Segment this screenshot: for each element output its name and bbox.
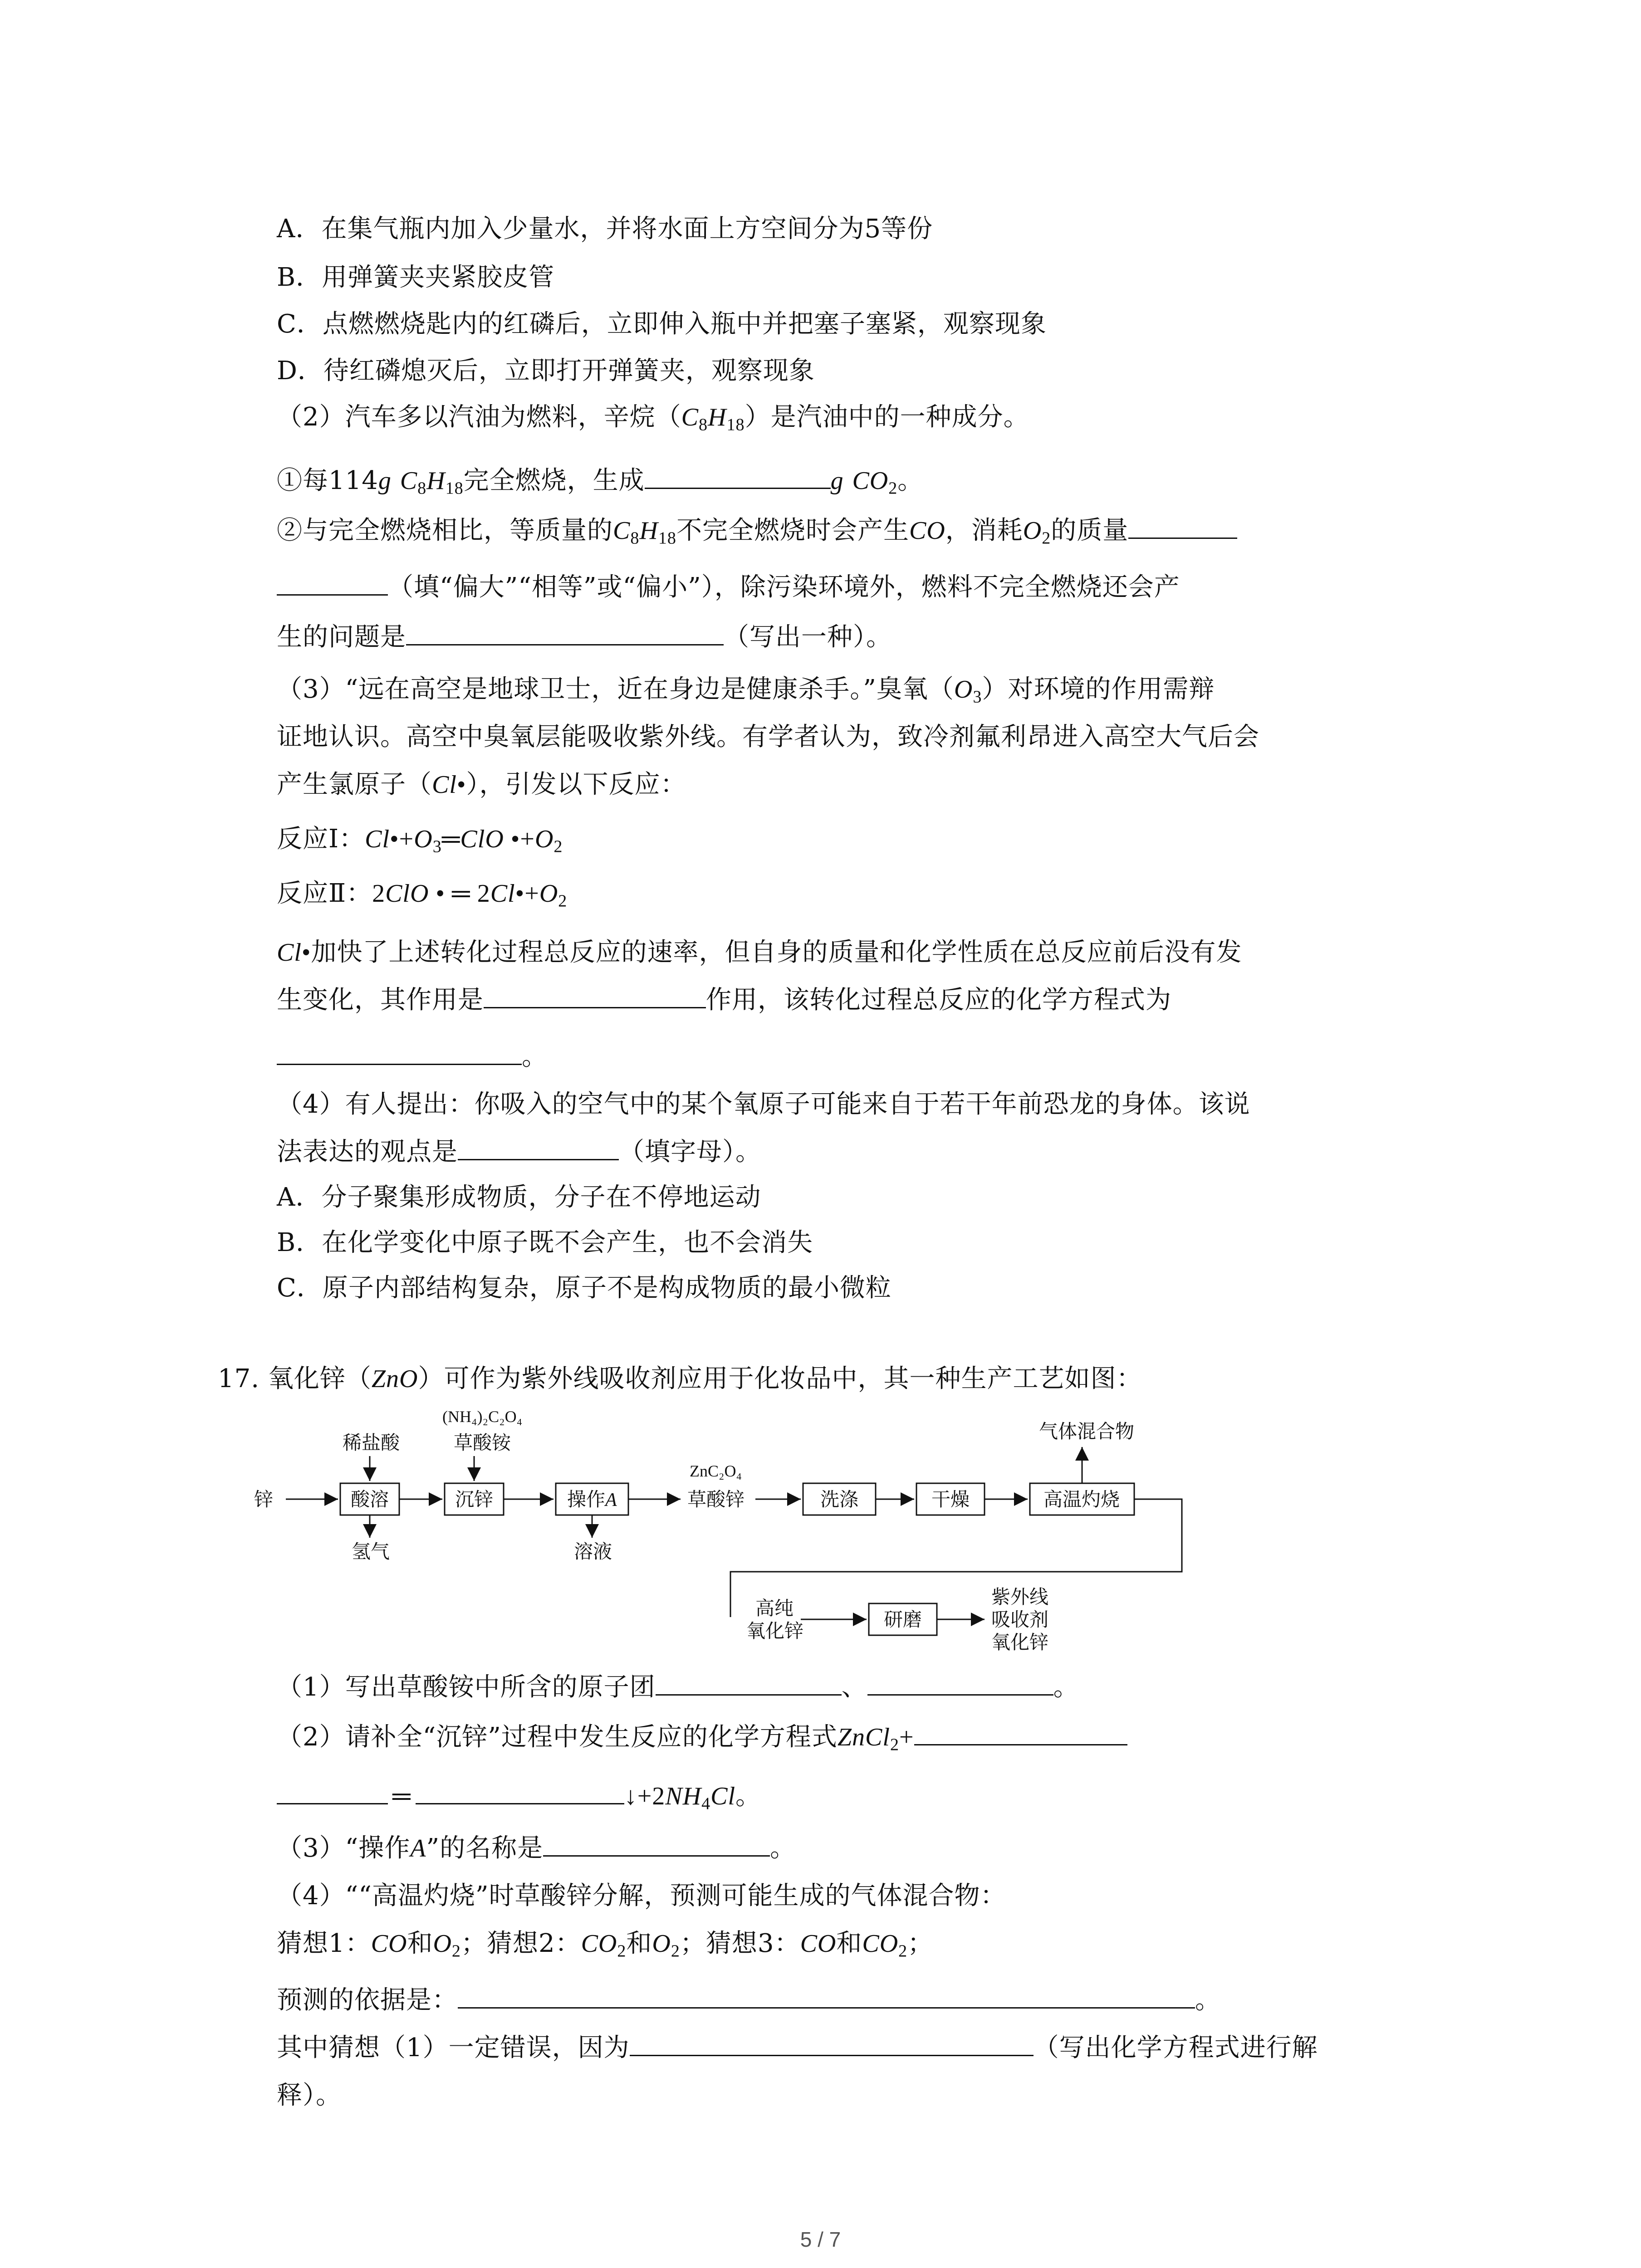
reaction-2: 反应Ⅱ：2ClO • ═ $2Cl•+O_2$: [277, 879, 568, 911]
q16-part2-sentence3: （填“偏大”“相等”或“偏小”），除污染环境外，燃料不完全燃烧还会产: [277, 569, 1180, 606]
answer-blank-operation-name[interactable]: [543, 1831, 770, 1857]
flow-hydrogen: 氢气: [352, 1540, 390, 1563]
answer-blank-radical-2[interactable]: [867, 1670, 1053, 1696]
q17-part4-line1: （4）““高温灼烧”时草酸锌分解，预测可能生成的气体混合物：: [277, 1881, 1006, 1911]
flow-wash: 洗涤: [820, 1488, 859, 1510]
q17-part4-wrong: 其中猜想（1）一定错误，因为 （写出化学方程式进行解: [277, 2030, 1318, 2066]
q16-part4-option-c: C．原子内部结构复杂，原子不是构成物质的最小微粒: [277, 1273, 892, 1303]
q16-part3-line6: Cl•加快了上述转化过程总反应的速率，但自身的质量和化学性质在总反应前后没有发: [277, 938, 1242, 967]
q16-part4-line2: 法表达的观点是 （填字母）。: [277, 1134, 761, 1170]
flow-calcine: 高温灼烧: [1043, 1488, 1120, 1510]
q17-part2: （2）请补全“沉锌”过程中发生反应的化学方程式ZnCl$_2$+: [277, 1719, 1127, 1755]
q16-part3-line2: 证地认识。高空中臭氧层能吸收紫外线。有学者认为，致冷剂氟利昂进入高空大气后会: [277, 722, 1259, 752]
flow-hydrochloric-acid: 稀盐酸: [343, 1432, 400, 1454]
answer-blank-catalysis[interactable]: [484, 982, 706, 1008]
q17-part2-equation: ═ $↓+2NH_4Cl$。: [277, 1778, 761, 1814]
answer-blank-wrong-reason[interactable]: [630, 2030, 1034, 2056]
answer-blank-radical-1[interactable]: [656, 1670, 842, 1696]
flow-ammonium-oxalate-formula: (NH₄)₂C₂O₄: [442, 1408, 523, 1426]
q16-part3-line8: 。: [277, 1039, 548, 1075]
answer-blank-problem[interactable]: [406, 620, 724, 645]
q17-part1: （1）写出草酸铵中所含的原子团 、 。: [277, 1669, 1079, 1706]
q16-part4-option-a: A．分子聚集形成物质，分子在不停地运动: [277, 1183, 761, 1212]
q17-part4-guesses: 猜想1：CO和$O_2$；猜想2：$CO_2$和$O_2$；猜想3：CO和$CO_2$；: [277, 1929, 934, 1961]
flow-zinc: 锌: [254, 1488, 274, 1510]
answer-blank-equation-left[interactable]: [277, 1779, 388, 1804]
q16-option-b: B．用弹簧夹夹紧胶皮管: [277, 263, 555, 292]
q16-part2-sentence2: ②与完全燃烧相比，等质量的$C_8H_{18}$不完全燃烧时会产生CO，消耗$O_2$的质量: [277, 513, 1237, 549]
zinc-oxide-process-flowchart: [254, 1397, 1207, 1660]
flow-znc2o4-formula: ZnC₂O₄: [690, 1462, 742, 1480]
flow-solution: 溶液: [574, 1540, 612, 1563]
reaction-1: 反应Ⅰ：$Cl•+O_3═ClO$ $•+O_2$: [277, 824, 563, 856]
answer-blank-reactant[interactable]: [914, 1720, 1127, 1745]
answer-blank-basis[interactable]: [458, 1983, 1195, 2009]
q16-part4-option-b: B．在化学变化中原子既不会产生，也不会消失: [277, 1228, 813, 1257]
page-number: 5 / 7: [800, 2228, 841, 2251]
q16-part2-sentence1: ①每114g $C_8H_{18}$完全燃烧，生成 g $CO_2$。: [277, 463, 923, 499]
q16-part3-line1: （3）“远在高空是地球卫士，近在身边是健康杀手。”臭氧$(O_3)$对环境的作用需辩: [277, 675, 1215, 707]
flow-gas-mixture: 气体混合物: [1039, 1420, 1135, 1442]
flow-precipitate-zinc: 沉锌: [455, 1488, 494, 1510]
answer-blank-total-equation[interactable]: [277, 1039, 522, 1065]
flow-uv-2: 吸收剂: [991, 1608, 1049, 1631]
q16-part2-intro: （2）汽车多以汽油为燃料，辛烷$(C_8H_{18})$是汽油中的一种成分。: [277, 402, 1029, 435]
answer-blank-co2-mass[interactable]: [645, 463, 831, 489]
q17-stem: 17. 氧化锌（ZnO）可作为紫外线吸收剂应用于化妆品中，其一种生产工艺如图：: [218, 1364, 1142, 1393]
q16-part3-line7: 生变化，其作用是 作用，该转化过程总反应的化学方程式为: [277, 982, 1171, 1018]
answer-blank-precipitate[interactable]: [416, 1779, 624, 1804]
q17-part4-basis: 预测的依据是： 。: [277, 1982, 1221, 2019]
flow-grind: 研磨: [884, 1608, 922, 1631]
flow-dry: 干燥: [931, 1488, 970, 1510]
flow-uv-1: 紫外线: [991, 1586, 1049, 1608]
flow-zinc-oxalate: 草酸锌: [687, 1488, 745, 1510]
answer-blank-o2-mass-a[interactable]: [1128, 513, 1237, 539]
flow-pure-zno-1: 高纯: [755, 1597, 794, 1619]
q16-part4-line1: （4）有人提出：你吸入的空气中的某个氧原子可能来自于若干年前恐龙的身体。该说: [277, 1090, 1250, 1119]
q16-option-c: C．点燃燃烧匙内的红磷后，立即伸入瓶中并把塞子塞紧，观察现象: [277, 309, 1047, 339]
q16-option-a: A．在集气瓶内加入少量水，并将水面上方空间分为5等份: [277, 214, 933, 244]
answer-blank-o2-mass-b[interactable]: [277, 570, 388, 596]
q16-option-d: D．待红磷熄灭后，立即打开弹簧夹，观察现象: [277, 356, 815, 386]
flow-acid-dissolve: 酸溶: [351, 1488, 389, 1510]
flow-operation-a: 操作A: [567, 1488, 617, 1510]
q17-part4-wrong-end: 释）。: [277, 2081, 342, 2110]
q17-part3: （3）“操作A”的名称是 。: [277, 1830, 796, 1867]
answer-blank-viewpoint[interactable]: [458, 1134, 619, 1160]
q16-part2-sentence4: 生的问题是 （写出一种）。: [277, 619, 892, 655]
flow-ammonium-oxalate: 草酸铵: [454, 1432, 511, 1454]
q16-part3-line3: 产生氯原子（Cl•），引发以下反应：: [277, 770, 686, 799]
flow-pure-zno-2: 氧化锌: [746, 1620, 804, 1642]
flow-uv-3: 氧化锌: [991, 1631, 1049, 1653]
